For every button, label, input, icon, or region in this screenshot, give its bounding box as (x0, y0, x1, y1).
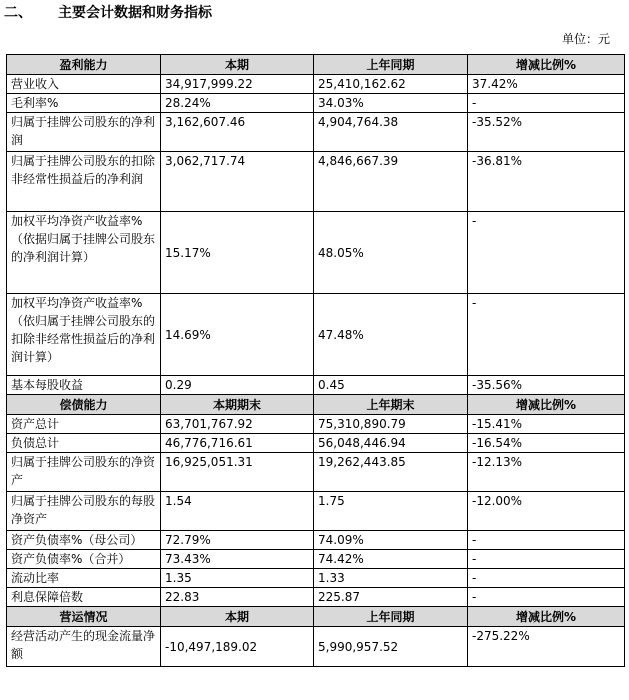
change-value: -16.54% (468, 434, 625, 453)
financial-indicators-table (6, 54, 625, 667)
change-value: - (468, 531, 625, 550)
table-row (7, 152, 625, 212)
row-label: 归属于挂牌公司股东的扣除非经常性损益后的净利润 (7, 152, 161, 212)
prior-value: 1.33 (314, 569, 468, 588)
row-label: 基本每股收益 (7, 376, 161, 395)
table-row (7, 94, 625, 113)
solvency-header: 偿债能力 (7, 395, 161, 415)
row-label: 经营活动产生的现金流量净额 (7, 627, 161, 667)
current-value: 46,776,716.61 (161, 434, 314, 453)
section-number: 二、 (4, 5, 32, 21)
current-value: 63,701,767.92 (161, 415, 314, 434)
operations-header-row (7, 607, 625, 627)
row-label: 资产负债率%（合并） (7, 550, 161, 569)
table-row (7, 569, 625, 588)
current-value: 14.69% (161, 294, 314, 376)
table-row (7, 588, 625, 607)
current-value: -10,497,189.02 (161, 627, 314, 667)
prior-value: 0.45 (314, 376, 468, 395)
row-label: 归属于挂牌公司股东的净资产 (7, 453, 161, 492)
table-row (7, 212, 625, 294)
row-label: 毛利率% (7, 94, 161, 113)
row-label: 流动比率 (7, 569, 161, 588)
prior-value: 47.48% (314, 294, 468, 376)
prior-period-header: 上年同期 (314, 55, 468, 75)
table-row (7, 550, 625, 569)
table-row (7, 627, 625, 667)
change-header: 增减比例% (468, 395, 625, 415)
table-row (7, 531, 625, 550)
prior-value: 19,262,443.85 (314, 453, 468, 492)
row-label: 资产负债率%（母公司） (7, 531, 161, 550)
section-heading (4, 2, 212, 24)
prior-value: 56,048,446.94 (314, 434, 468, 453)
prior-value: 75,310,890.79 (314, 415, 468, 434)
prior-year-end-header: 上年期末 (314, 395, 468, 415)
row-label: 利息保障倍数 (7, 588, 161, 607)
row-label: 负债总计 (7, 434, 161, 453)
row-label: 归属于挂牌公司股东的净利润 (7, 113, 161, 152)
prior-value: 74.09% (314, 531, 468, 550)
prior-period-header: 上年同期 (314, 607, 468, 627)
table-row (7, 294, 625, 376)
current-value: 73.43% (161, 550, 314, 569)
change-value: -12.13% (468, 453, 625, 492)
current-period-header: 本期 (161, 55, 314, 75)
change-value: -36.81% (468, 152, 625, 212)
change-value: -35.56% (468, 376, 625, 395)
current-value: 1.35 (161, 569, 314, 588)
period-end-header: 本期期末 (161, 395, 314, 415)
table-row (7, 434, 625, 453)
prior-value: 74.42% (314, 550, 468, 569)
row-label: 资产总计 (7, 415, 161, 434)
current-value: 3,062,717.74 (161, 152, 314, 212)
current-value: 22.83 (161, 588, 314, 607)
change-value: - (468, 212, 625, 294)
change-header: 增减比例% (468, 55, 625, 75)
current-value: 16,925,051.31 (161, 453, 314, 492)
change-value: 37.42% (468, 75, 625, 94)
prior-value: 25,410,162.62 (314, 75, 468, 94)
solvency-header-row (7, 395, 625, 415)
profitability-header-row (7, 55, 625, 75)
prior-value: 4,904,764.38 (314, 113, 468, 152)
current-value: 3,162,607.46 (161, 113, 314, 152)
profitability-header: 盈利能力 (7, 55, 161, 75)
prior-value: 4,846,667.39 (314, 152, 468, 212)
row-label: 营业收入 (7, 75, 161, 94)
change-header: 增减比例% (468, 607, 625, 627)
table-row (7, 453, 625, 492)
prior-value: 1.75 (314, 492, 468, 531)
change-value: - (468, 588, 625, 607)
row-label: 归属于挂牌公司股东的每股净资产 (7, 492, 161, 531)
prior-value: 34.03% (314, 94, 468, 113)
current-value: 0.29 (161, 376, 314, 395)
current-value: 1.54 (161, 492, 314, 531)
change-value: -35.52% (468, 113, 625, 152)
row-label: 加权平均净资产收益率%（依据归属于挂牌公司股东的净利润计算） (7, 212, 161, 294)
change-value: -15.41% (468, 415, 625, 434)
current-value: 15.17% (161, 212, 314, 294)
current-period-header: 本期 (161, 607, 314, 627)
change-value: - (468, 94, 625, 113)
current-value: 34,917,999.22 (161, 75, 314, 94)
change-value: - (468, 569, 625, 588)
row-label: 加权平均净资产收益率%（依归属于挂牌公司股东的扣除非经常性损益后的净利润计算） (7, 294, 161, 376)
change-value: - (468, 550, 625, 569)
table-row (7, 75, 625, 94)
table-row (7, 376, 625, 395)
current-value: 28.24% (161, 94, 314, 113)
prior-value: 225.87 (314, 588, 468, 607)
operations-header: 营运情况 (7, 607, 161, 627)
section-title: 主要会计数据和财务指标 (58, 5, 212, 21)
table-row (7, 113, 625, 152)
prior-value: 5,990,957.52 (314, 627, 468, 667)
prior-value: 48.05% (314, 212, 468, 294)
change-value: -275.22% (468, 627, 625, 667)
unit-label: 单位：元 (561, 32, 610, 46)
table-row (7, 415, 625, 434)
current-value: 72.79% (161, 531, 314, 550)
change-value: -12.00% (468, 492, 625, 531)
table-row (7, 492, 625, 531)
change-value: - (468, 294, 625, 376)
